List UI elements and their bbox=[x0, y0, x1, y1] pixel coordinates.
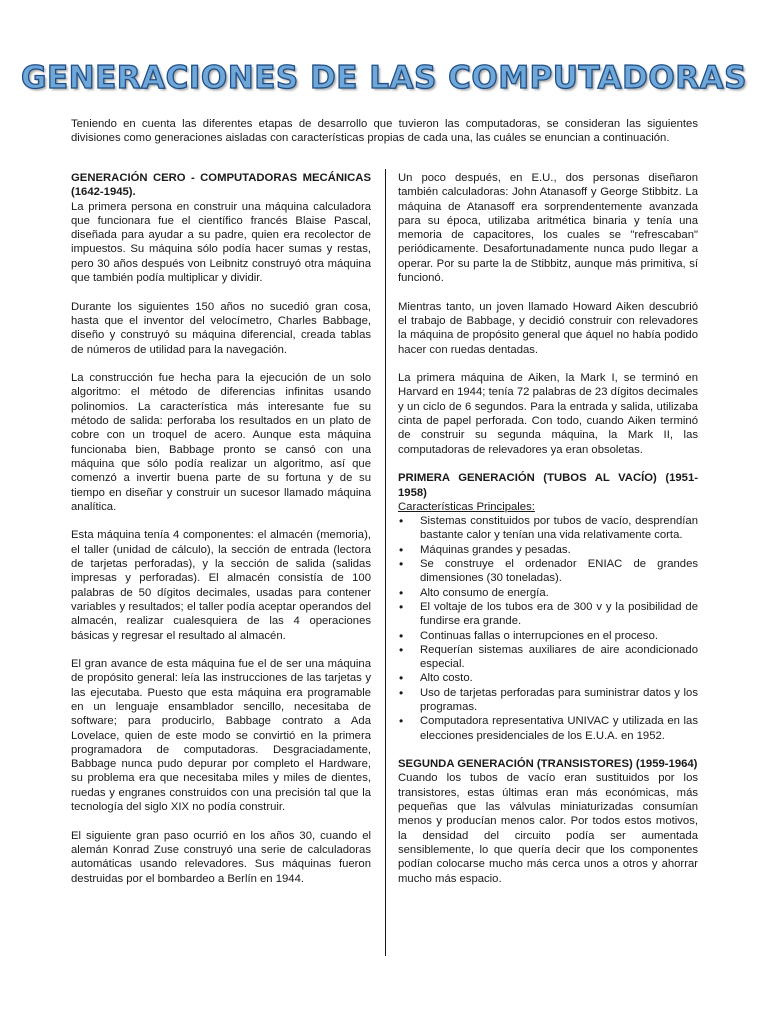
paragraph: La primera persona en construir una máquina calculadora que funcionara fue el científico francés Blaise Pascal, diseñada para ayudar a su padre, quien era recolector de impuestos. Su máquina sólo podía hacer sumas y restas, pero 30 años después von Leibnitz construyó otra máquina que también podía multiplicar y dividir. bbox=[71, 200, 371, 285]
list-item: • El voltaje de los tubos era de 300 v y la posibilidad de fundirse era grande. bbox=[398, 600, 698, 629]
paragraph: El gran avance de esta máquina fue el de ser una máquina de propósito general: leía las instrucciones de las tarjetas y las ejecutaba. Puesto que esta máquina era programable en un lenguaje ensamblador sencillo, necesitaba de software; para producirlo, Babbage contrato a Ada Lovelace, quien de este modo se convirtió en la primera programadora de computadoras. Desgraciadamente, Babbage nunca pudo depurar por completo el Hardware, su problema era que necesitaba miles y miles de dientes, ruedas y engranes construidos con una precisión tal que la tecnología del siglo XIX no podía construir. bbox=[71, 658, 371, 814]
paragraph: Cuando los tubos de vacío eran sustituidos por los transistores, estas últimas eran más económicas, más pequeñas que las válvulas miniaturizadas consumían menos y producían menos calor. Por todos estos motivos, la densidad del circuito podía ser aumentada sensiblemente, lo que quería decir que los componentes podían colocarse mucho más cerca unos a otros y ahorrar mucho más espacio. bbox=[398, 772, 698, 885]
list-item: • Se construye el ordenador ENIAC de grandes dimensiones (30 toneladas). bbox=[398, 557, 698, 586]
features-list bbox=[398, 514, 698, 743]
paragraph: La primera máquina de Aiken, la Mark I, se terminó en Harvard en 1944; tenía 72 palabras de 23 dígitos decimales y un ciclo de 6 segundos. Para la entrada y salida, utilizaba cinta de papel perforada. Con todo, cuando Aiken terminó de construir su segunda máquina, la Mark II, las computadoras de relevadores ya eran obsoletas. bbox=[398, 372, 698, 456]
list-item: • Alto consumo de energía. bbox=[398, 586, 698, 600]
list-item: • Computadora representativa UNIVAC y utilizada en las elecciones presidenciales de los E.U.A. en 1952. bbox=[398, 714, 698, 743]
paragraph: Esta máquina tenía 4 componentes: el almacén (memoria), el taller (unidad de cálculo), la sección de entrada (lectora de tarjetas perforadas), y la sección de salida (salidas impresas y perforadas). El almacén consistía de 100 palabras de 50 dígitos decimales, usadas para contener variables y resultados; el taller podía aceptar operandos del almacén, realizar cualesquiera de las 4 operaciones básicas y regresar el resultado al almacén. bbox=[71, 529, 371, 642]
list-item: • Continuas fallas o interrupciones en el proceso. bbox=[398, 629, 698, 643]
paragraph: Durante los siguientes 150 años no sucedió gran cosa, hasta que el inventor del velocímetro, Charles Babbage, diseño y construyó su máquina diferencial, creada tablas de números de utilidad para la navegación. bbox=[71, 300, 371, 356]
right-column bbox=[398, 171, 698, 886]
list-item: • Sistemas constituidos por tubos de vacío, desprendían bastante calor y tenían una vida relativamente corta. bbox=[398, 514, 698, 543]
section-heading-generation-zero: GENERACIÓN CERO - COMPUTADORAS MECÁNICAS (1642-1945). bbox=[71, 172, 371, 199]
left-column bbox=[71, 171, 371, 886]
paragraph: El siguiente gran paso ocurrió en los años 30, cuando el alemán Konrad Zuse construyó una serie de calculadoras automáticas usando relevadores. Sus máquinas fueron destruidas por el bombardeo a Berlín en 1944. bbox=[71, 829, 371, 885]
paragraph: La construcción fue hecha para la ejecución de un solo algoritmo: el método de diferencias infinitas usando polinomios. La característica más interesante fue su método de salida: perforaba los resultados en un plato de cobre con un troquel de acero. Aunque esta máquina funcionaba bien, Babbage pronto se cansó con una máquina que sólo podía realizar un algoritmo, así que comenzó a invertir buena parte de su fortuna y de su tiempo en diseñar y construir un sucesor llamado máquina analítica. bbox=[71, 372, 371, 513]
list-item: • Alto costo. bbox=[398, 671, 698, 685]
section-heading-second-generation: SEGUNDA GENERACIÓN (TRANSISTORES) (1959-1964) bbox=[398, 758, 698, 771]
paragraph: Un poco después, en E.U., dos personas diseñaron también calculadoras: John Atanasoff y George Stibbitz. La máquina de Atanasoff era sorprendentemente avanzada para su época, utilizaba aritmética binaria y tenía una memoria de capacitores, los cuales se "refrescaban" periódicamente. Desafortunadamente nunca pudo llegar a operar. Por su parte la de Stibbitz, aunque más primitiva, sí funcionó. bbox=[398, 172, 698, 285]
list-item: • Requerían sistemas auxiliares de aire acondicionado especial. bbox=[398, 643, 698, 672]
section-heading-first-generation: PRIMERA GENERACIÓN (TUBOS AL VACÍO) (1951-1958) bbox=[398, 472, 698, 499]
page-title: GENERACIONES DE LAS COMPUTADORAS bbox=[21, 60, 747, 96]
subheading-characteristics: Características Principales: bbox=[398, 500, 535, 513]
paragraph: Mientras tanto, un joven llamado Howard Aiken descubrió el trabajo de Babbage, y decidió construir con relevadores la máquina de propósito general que áquel no había podido hacer con ruedas dentadas. bbox=[398, 300, 698, 356]
intro-paragraph: Teniendo en cuenta las diferentes etapas de desarrollo que tuvieron las computadoras, se consideran las siguientes divisiones como generaciones aisladas con características propias de cada una, las cuáles se enuncian a continuación. bbox=[71, 118, 698, 145]
list-item: • Máquinas grandes y pesadas. bbox=[398, 543, 698, 557]
list-item: • Uso de tarjetas perforadas para suministrar datos y los programas. bbox=[398, 686, 698, 715]
column-divider bbox=[385, 169, 386, 956]
